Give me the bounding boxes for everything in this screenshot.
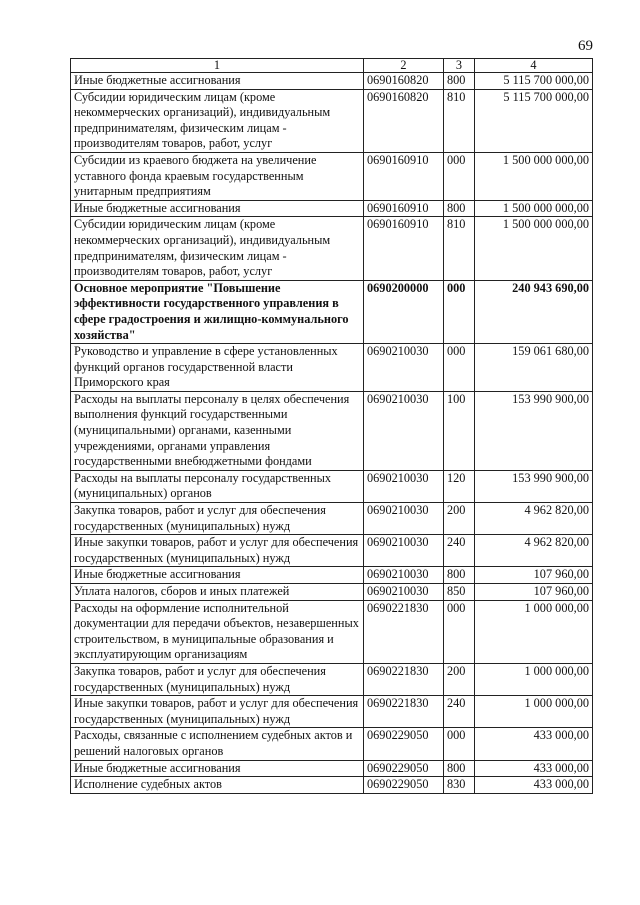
table-row [71,391,593,470]
header-cell-1: 1 [71,59,364,73]
table-row [71,344,593,392]
row-type-cell: 800 [444,760,475,777]
row-amount-cell: 1 000 000,00 [475,663,593,695]
row-name-cell: Иные бюджетные ассигнования [71,200,364,217]
table-row [71,663,593,695]
row-amount-cell: 433 000,00 [475,728,593,760]
row-amount-cell: 107 960,00 [475,584,593,601]
row-code-cell: 0690221830 [364,600,444,663]
row-name-cell: Иные бюджетные ассигнования [71,567,364,584]
header-row [71,59,593,73]
row-name-cell: Исполнение судебных актов [71,777,364,794]
row-name-cell: Расходы на оформление исполнительной документации для передачи объектов, незавершенных строительством, в муниципальные образования и эксплуатирующим организациям [71,600,364,663]
row-code-cell: 0690210030 [364,584,444,601]
row-code-cell: 0690210030 [364,391,444,470]
row-type-cell: 800 [444,73,475,90]
row-amount-cell: 5 115 700 000,00 [475,73,593,90]
row-amount-cell: 1 000 000,00 [475,696,593,728]
row-type-cell: 100 [444,391,475,470]
table-row [71,73,593,90]
row-name-cell: Руководство и управление в сфере установленных функций органов государственной власти Приморского края [71,344,364,392]
row-name-cell: Расходы, связанные с исполнением судебных актов и решений налоговых органов [71,728,364,760]
row-amount-cell: 4 962 820,00 [475,535,593,567]
row-amount-cell: 433 000,00 [475,760,593,777]
row-name-cell: Закупка товаров, работ и услуг для обеспечения государственных (муниципальных) нужд [71,503,364,535]
row-code-cell: 0690221830 [364,663,444,695]
row-code-cell: 0690229050 [364,728,444,760]
header-cell-2: 2 [364,59,444,73]
row-amount-cell: 153 990 900,00 [475,470,593,502]
table-row [71,535,593,567]
row-amount-cell: 240 943 690,00 [475,280,593,343]
row-amount-cell: 5 115 700 000,00 [475,89,593,152]
page-number: 69 [578,38,593,54]
row-name-cell: Субсидии юридическим лицам (кроме некоммерческих организаций), индивидуальным предпринимателям, физическим лицам - производителям товаров, работ, услуг [71,217,364,280]
header-cell-4: 4 [475,59,593,73]
row-type-cell: 000 [444,344,475,392]
row-code-cell: 0690160820 [364,89,444,152]
header-cell-3: 3 [444,59,475,73]
row-type-cell: 800 [444,200,475,217]
row-amount-cell: 1 500 000 000,00 [475,200,593,217]
row-name-cell: Расходы на выплаты персоналу государственных (муниципальных) органов [71,470,364,502]
budget-table [70,58,593,794]
table-row [71,503,593,535]
row-type-cell: 800 [444,567,475,584]
table-row [71,152,593,200]
row-amount-cell: 159 061 680,00 [475,344,593,392]
table-row [71,89,593,152]
row-name-cell: Расходы на выплаты персоналу в целях обеспечения выполнения функций государственными (муниципальными) органами, казенными учреждениями, органами управления государственными внебюджетными фондами [71,391,364,470]
row-name-cell: Иные закупки товаров, работ и услуг для обеспечения государственных (муниципальных) нужд [71,535,364,567]
row-code-cell: 0690210030 [364,344,444,392]
row-name-cell: Уплата налогов, сборов и иных платежей [71,584,364,601]
row-type-cell: 000 [444,152,475,200]
row-type-cell: 200 [444,663,475,695]
row-code-cell: 0690160910 [364,152,444,200]
row-type-cell: 850 [444,584,475,601]
row-code-cell: 0690210030 [364,567,444,584]
row-code-cell: 0690210030 [364,470,444,502]
row-code-cell: 0690160820 [364,73,444,90]
row-code-cell: 0690210030 [364,503,444,535]
row-amount-cell: 1 000 000,00 [475,600,593,663]
row-type-cell: 240 [444,696,475,728]
table-row [71,217,593,280]
row-code-cell: 0690160910 [364,217,444,280]
table-row [71,470,593,502]
row-name-cell: Закупка товаров, работ и услуг для обеспечения государственных (муниципальных) нужд [71,663,364,695]
table-row [71,200,593,217]
table-row [71,280,593,343]
table-row [71,567,593,584]
row-name-cell: Иные бюджетные ассигнования [71,73,364,90]
row-name-cell: Иные закупки товаров, работ и услуг для обеспечения государственных (муниципальных) нужд [71,696,364,728]
row-code-cell: 0690200000 [364,280,444,343]
row-type-cell: 240 [444,535,475,567]
table-row [71,777,593,794]
row-name-cell: Иные бюджетные ассигнования [71,760,364,777]
table-row [71,584,593,601]
row-code-cell: 0690229050 [364,760,444,777]
row-type-cell: 000 [444,728,475,760]
row-type-cell: 120 [444,470,475,502]
row-amount-cell: 107 960,00 [475,567,593,584]
row-code-cell: 0690229050 [364,777,444,794]
row-name-cell: Субсидии из краевого бюджета на увеличение уставного фонда краевым государственным унитарным предприятиям [71,152,364,200]
row-type-cell: 000 [444,280,475,343]
row-amount-cell: 1 500 000 000,00 [475,152,593,200]
row-code-cell: 0690210030 [364,535,444,567]
row-code-cell: 0690221830 [364,696,444,728]
row-type-cell: 810 [444,89,475,152]
row-type-cell: 830 [444,777,475,794]
row-type-cell: 200 [444,503,475,535]
table-row [71,728,593,760]
table-row [71,600,593,663]
row-amount-cell: 433 000,00 [475,777,593,794]
row-name-cell: Субсидии юридическим лицам (кроме некоммерческих организаций), индивидуальным предпринимателям, физическим лицам - производителям товаров, работ, услуг [71,89,364,152]
table-body [71,73,593,794]
row-name-cell: Основное мероприятие "Повышение эффективности государственного управления в сфере градостроения и жилищно-коммунального хозяйства" [71,280,364,343]
row-amount-cell: 4 962 820,00 [475,503,593,535]
row-amount-cell: 1 500 000 000,00 [475,217,593,280]
row-type-cell: 810 [444,217,475,280]
row-code-cell: 0690160910 [364,200,444,217]
row-amount-cell: 153 990 900,00 [475,391,593,470]
table-row [71,760,593,777]
table-row [71,696,593,728]
row-type-cell: 000 [444,600,475,663]
